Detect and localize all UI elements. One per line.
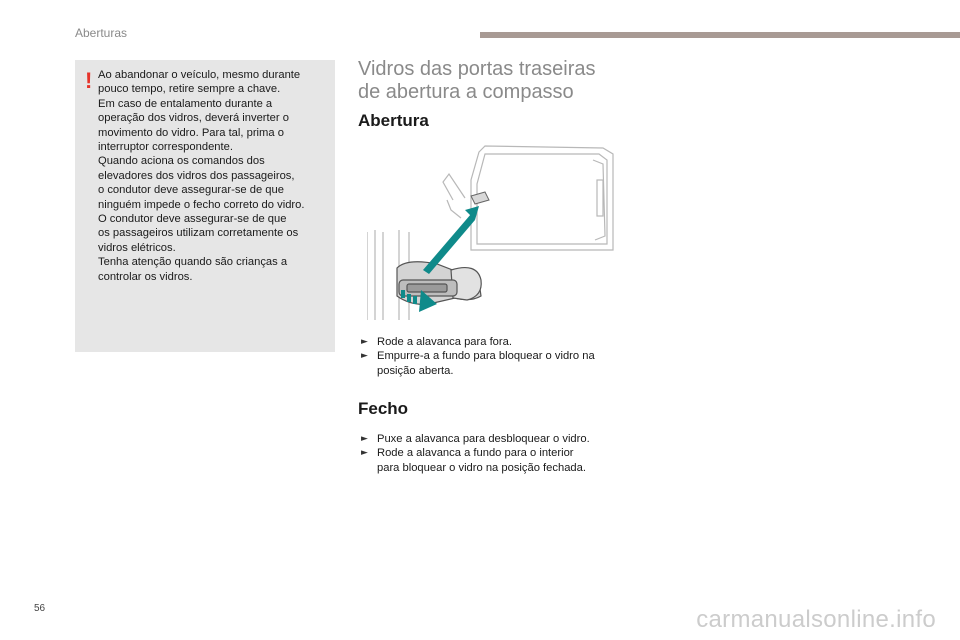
step-text: para bloquear o vidro na posição fechada. [377,461,586,474]
list-item [361,349,631,378]
list-item [361,446,631,475]
step-text: Rode a alavanca para fora. [377,336,512,348]
list-item [361,335,631,349]
section-title [358,58,658,104]
warning-line: pouco tempo, retire sempre a chave. [98,83,281,96]
opening-heading: Abertura [358,111,429,130]
warning-line: operação dos vidros, deverá inverter o [98,112,289,125]
header-bar [480,32,960,38]
section-title-line: Vidros das portas traseiras [358,58,596,80]
arrow-bullet-icon: ► [361,351,368,362]
step-text: Puxe a alavanca para desbloquear o vidro. [377,433,590,445]
closing-steps [361,432,631,475]
turn-arrow [423,214,475,274]
list-item [361,432,631,446]
header-title: Aberturas [75,26,128,40]
warning-line: o condutor deve assegurar-se de que [98,184,284,197]
arrow-bullet-icon: ► [361,434,368,444]
warning-line: Quando aciona os comandos dos [98,155,265,168]
warning-text [98,68,332,284]
warning-line: Tenha atenção quando são crianças a [98,256,288,269]
arrow-bullet-icon: ► [361,448,368,459]
arrow-bullet-icon: ► [361,337,368,347]
page-number: 56 [34,603,46,614]
step-text: Empurre-a a fundo para bloquear o vidro na [377,350,595,363]
watermark: carmanualsonline.info [696,606,936,633]
step-text: posição aberta. [377,364,454,377]
closing-heading: Fecho [358,399,409,418]
warning-line: movimento do vidro. Para tal, prima o [98,126,284,139]
warning-line: ninguém impede o fecho correto do vidro. [98,198,305,211]
warning-box [75,60,335,352]
warning-line: Em caso de entalamento durante a [98,97,273,110]
warning-line: controlar os vidros. [98,270,193,283]
step-text: Rode a alavanca a fundo para o interior [377,447,574,460]
section-title-line: de abertura a compasso [358,81,574,103]
warning-line: O condutor deve assegurar-se de que [98,213,287,226]
warning-line: elevadores dos vidros dos passageiros, [98,169,295,182]
warning-line: os passageiros utilizam corretamente os [98,227,299,240]
exclamation-icon: ! [85,68,93,93]
opening-steps [361,335,631,378]
warning-line: vidros elétricos. [98,241,176,254]
warning-line: interruptor correspondente. [98,141,233,154]
warning-line: Ao abandonar o veículo, mesmo durante [98,69,301,81]
window-latch-illustration [367,140,619,320]
